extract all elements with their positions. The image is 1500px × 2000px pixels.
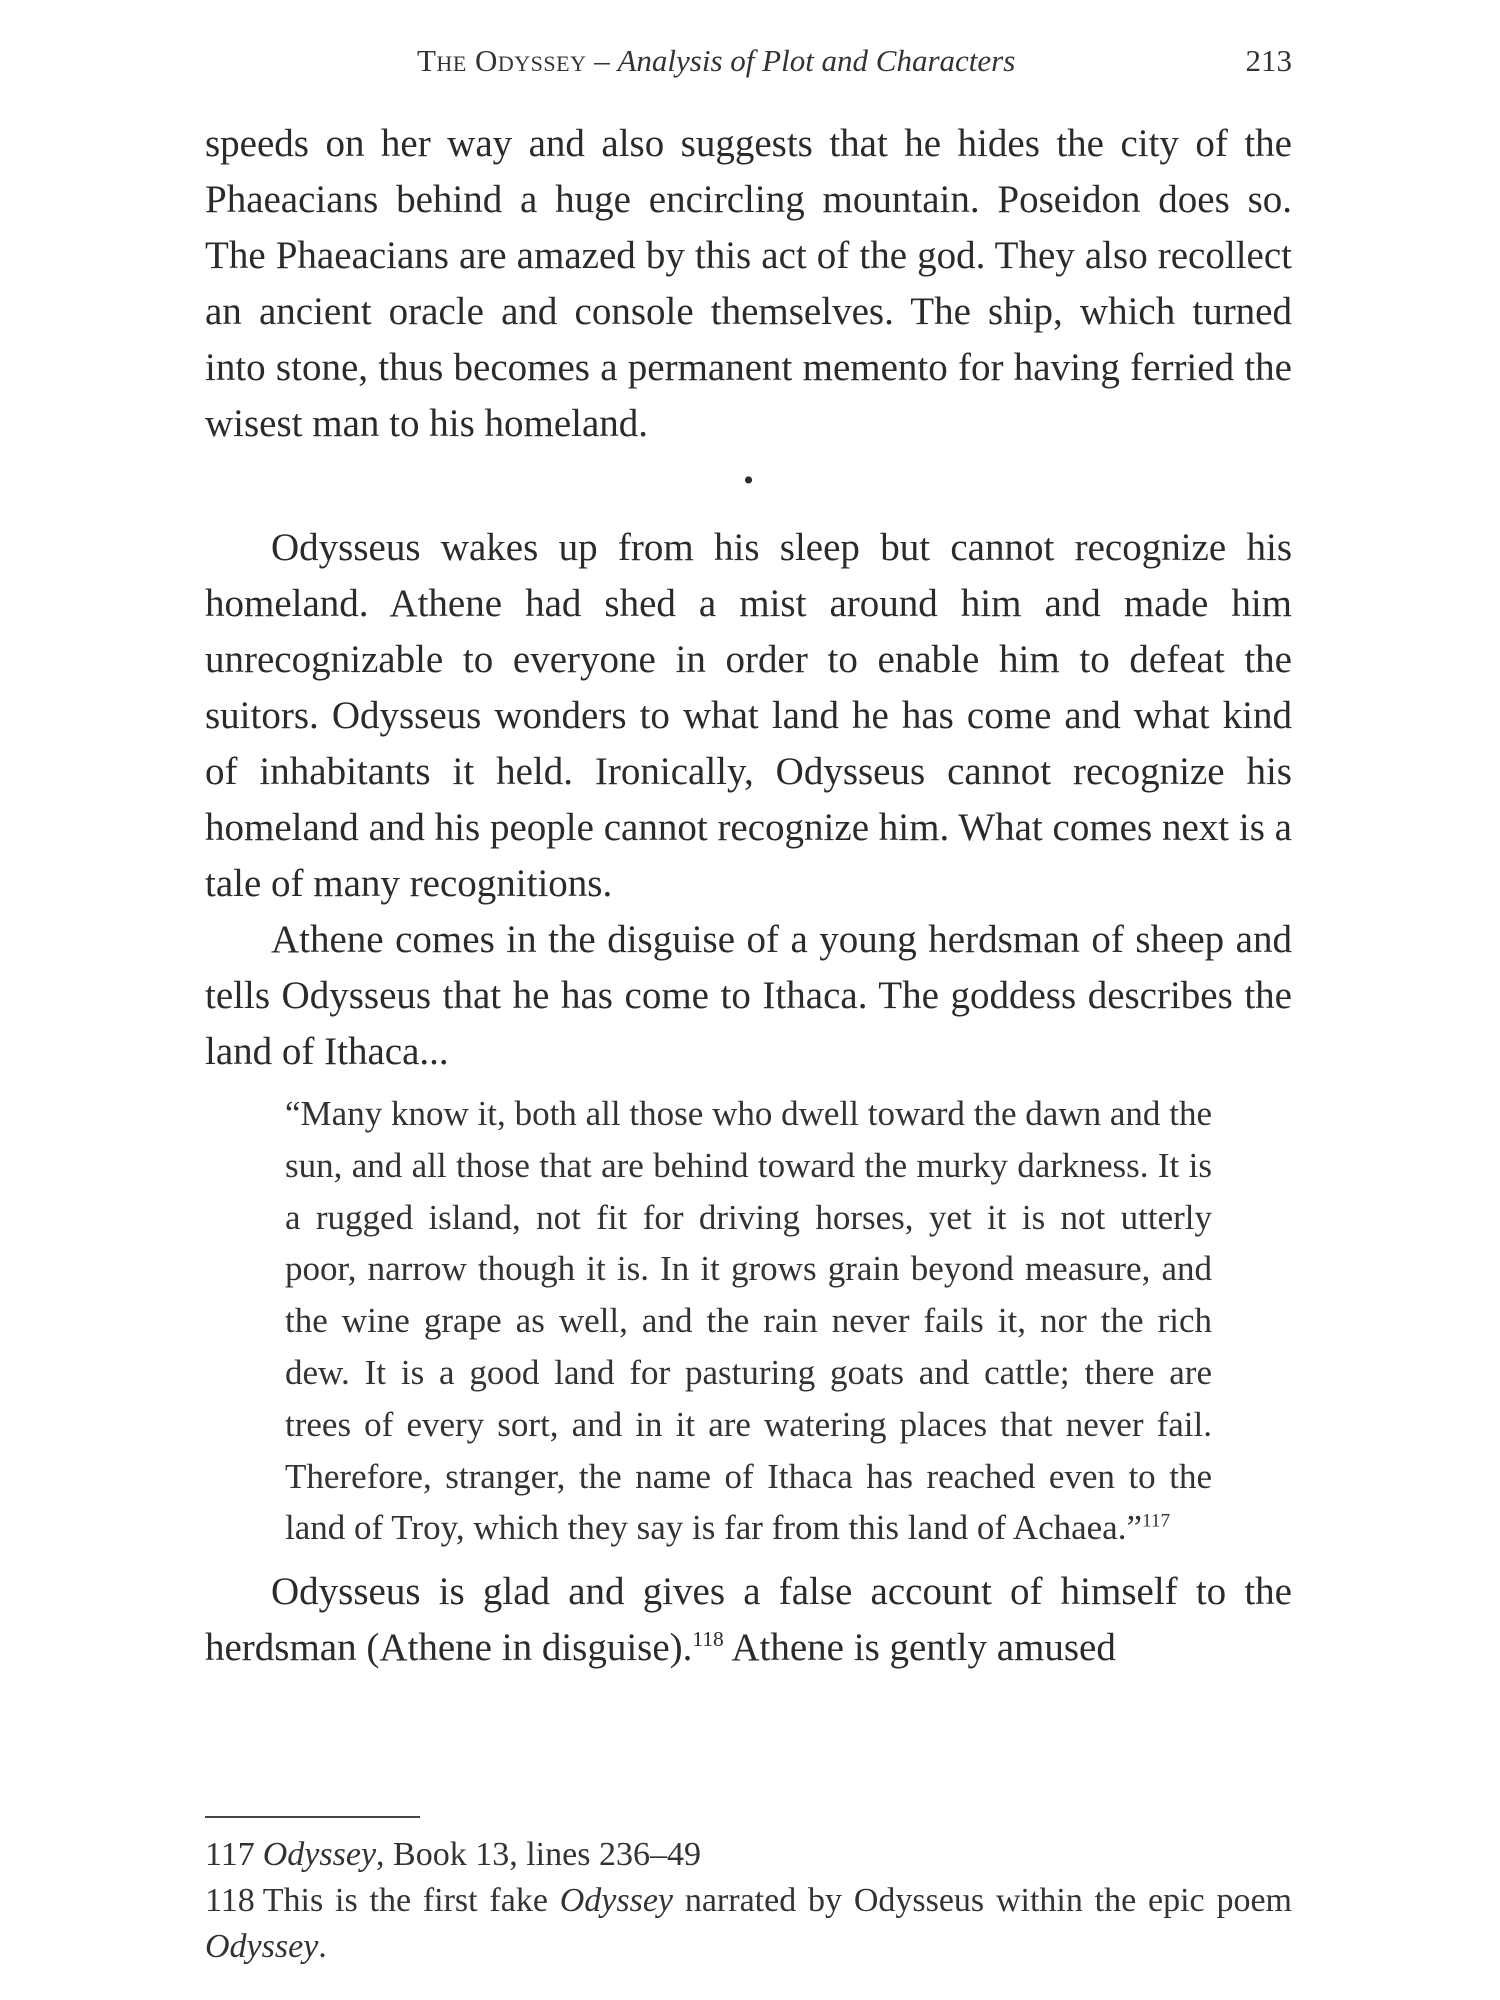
body-text bbox=[205, 116, 1292, 1676]
footnote-ref-118: 118 bbox=[692, 1627, 724, 1652]
footnote-italic: Odyssey bbox=[262, 1836, 377, 1873]
paragraph-false-account bbox=[205, 1564, 1292, 1676]
footnote-text: This is the first fake bbox=[262, 1882, 560, 1919]
block-quote bbox=[285, 1088, 1212, 1554]
footnote-text: narrated by Odysseus within the epic poem bbox=[673, 1882, 1292, 1919]
page-number: 213 bbox=[1245, 43, 1292, 78]
footnote-number: 118 bbox=[205, 1882, 255, 1919]
running-head-subtitle: Analysis of Plot and Characters bbox=[617, 43, 1016, 78]
paragraph-continued: speeds on her way and also suggests that he hides the city of the Phaeacians behind a huge encircling mountain. Poseidon does so. The Phaeacians are amazed by this act of the god. They also recollect an ancient oracle and console themselves. The ship, which turned into stone, thus becomes a permanent memento for having ferried the wisest man to his homeland. bbox=[205, 122, 1292, 445]
paragraph-false-account-tail: Athene is gently amused bbox=[723, 1626, 1116, 1670]
paragraph-false-account-text: Odysseus is glad and gives a false account of himself to the herdsman (Athene in disguise). bbox=[205, 1570, 1292, 1670]
footnote-118 bbox=[205, 1878, 1292, 1970]
running-head-book: The Odyssey bbox=[417, 43, 587, 78]
paragraph-athene-disguise: Athene comes in the disguise of a young herdsman of sheep and tells Odysseus that he has come to Ithaca. The goddess describes the land of Ithaca... bbox=[205, 918, 1292, 1073]
section-break-bullet: • bbox=[743, 464, 754, 497]
footnotes bbox=[205, 1806, 1292, 1970]
running-head-separator: – bbox=[586, 43, 618, 78]
block-quote-text: “Many know it, both all those who dwell toward the dawn and the sun, and all those that are behind toward the murky darkness. It is a rugged island, not fit for driving horses, yet it is not utterly poor, narrow though it is. In it grows grain beyond measure, and the wine grape as well, and the rain never fails it, nor the rich dew. It is a good land for pasturing goats and cattle; there are trees of every sort, and in it are watering places that never fail. Therefore, stranger, the name of Ithaca has reached even to the land of Troy, which they say is far from this land of Achaea.” bbox=[285, 1094, 1212, 1548]
footnote-italic: Odyssey bbox=[205, 1928, 319, 1965]
running-head-title bbox=[417, 36, 1015, 86]
running-head bbox=[205, 36, 1292, 86]
footnote-number: 117 bbox=[205, 1836, 255, 1873]
footnote-text: . bbox=[318, 1928, 327, 1965]
footnote-text: , Book 13, lines 236–49 bbox=[376, 1836, 701, 1873]
footnote-italic: Odyssey bbox=[559, 1882, 674, 1919]
footnote-117 bbox=[205, 1832, 1292, 1878]
paragraph-odysseus-wakes: Odysseus wakes up from his sleep but cannot recognize his homeland. Athene had shed a mist around him and made him unrecognizable to everyone in order to enable him to defeat the suitors. Odysseus wonders to what land he has come and what kind of inhabitants it held. Ironically, Odysseus cannot recognize his homeland and his people cannot recognize him. What comes next is a tale of many recognitions. bbox=[205, 526, 1292, 905]
footnote-ref-117: 117 bbox=[1142, 1510, 1171, 1532]
